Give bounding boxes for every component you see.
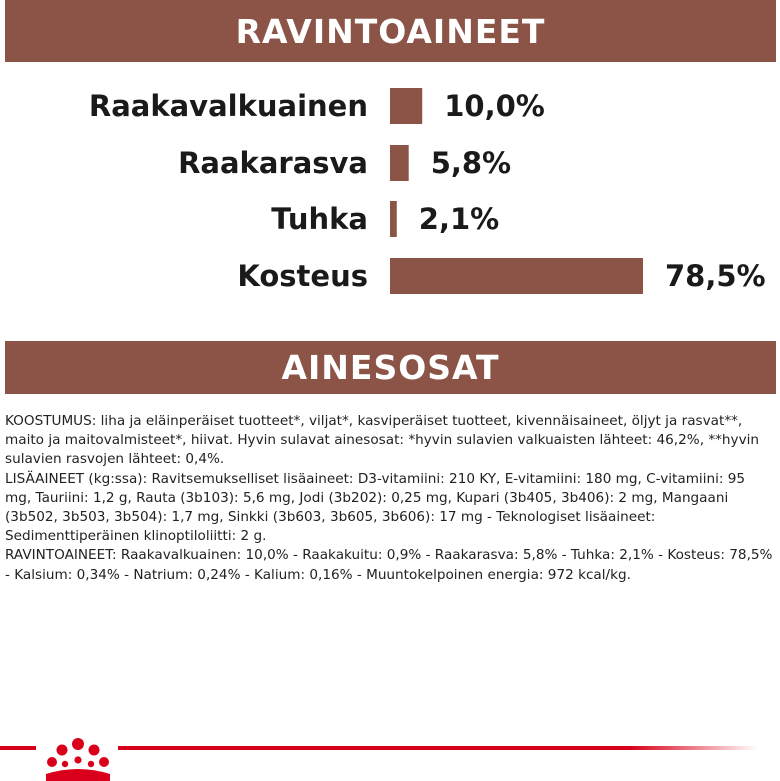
bar-raakavalkuainen — [390, 88, 422, 124]
composition-paragraph: KOOSTUMUS: liha ja eläinperäiset tuotteet*, viljat*, kasviperäiset tuotteet, kivennäisaineet, öljyt ja rasvat**, maito ja maitovalmisteet*, hiivat. Hyvin sulavat ainesosat: *hyvin sulavien valkuaisten lähteet: 46,2%, **hyvin sulavien rasvojen lähteet: 0,4%. — [5, 413, 760, 468]
additives-paragraph: LISÄAINEET (kg:ssa): Ravitsemukselliset lisäaineet: D3-vitamiini: 210 KY, E-vitamiini: 180 mg, C-vitamiini: 95 mg, Tauriini: 1,2 g, Rauta (3b103): 5,6 mg, Jodi (3b202): 0,25 mg, Kupari (3b405, 3b406): 2 mg, Mangaani (3b502, 3b503, 3b504): 1,7 mg, Sinkki (3b603, 3b605, 3b606): 17 mg - Teknologiset lisäaineet: Sedimenttiperäinen klinoptiloliitti: 2 g. — [5, 470, 746, 545]
value-label: 5,8% — [430, 146, 512, 180]
value-label: 10,0% — [444, 89, 545, 123]
section-band — [5, 341, 776, 394]
nutrient-bar-chart — [0, 0, 780, 340]
value-label: 2,1% — [418, 202, 500, 236]
category-label: Raakarasva — [178, 146, 368, 180]
category-label: Kosteus — [237, 259, 368, 293]
category-label: Tuhka — [271, 202, 368, 236]
composition-text — [5, 412, 775, 585]
section-title: AINESOSAT — [281, 348, 500, 387]
footer-line-left — [0, 746, 36, 750]
bar-tuhka — [390, 201, 397, 237]
bar-raakarasva — [390, 145, 409, 181]
value-label: 78,5% — [665, 259, 766, 293]
category-label: Raakavalkuainen — [88, 89, 368, 123]
footer-line — [118, 746, 758, 750]
nutrients-paragraph: RAVINTOAINEET: Raakavalkuainen: 10,0% - Raakakuitu: 0,9% - Raakarasva: 5,8% - Tuhka: 2,1% - Kosteus: 78,5% - Kalsium: 0,34% - Natrium: 0,24% - Kalium: 0,16% - Muuntokelpoinen energia: 972 kcal/kg. — [5, 547, 773, 583]
bar-kosteus — [390, 258, 643, 294]
header-title: RAVINTOAINEET — [235, 11, 546, 51]
royal-canin-crown-icon — [38, 730, 118, 781]
